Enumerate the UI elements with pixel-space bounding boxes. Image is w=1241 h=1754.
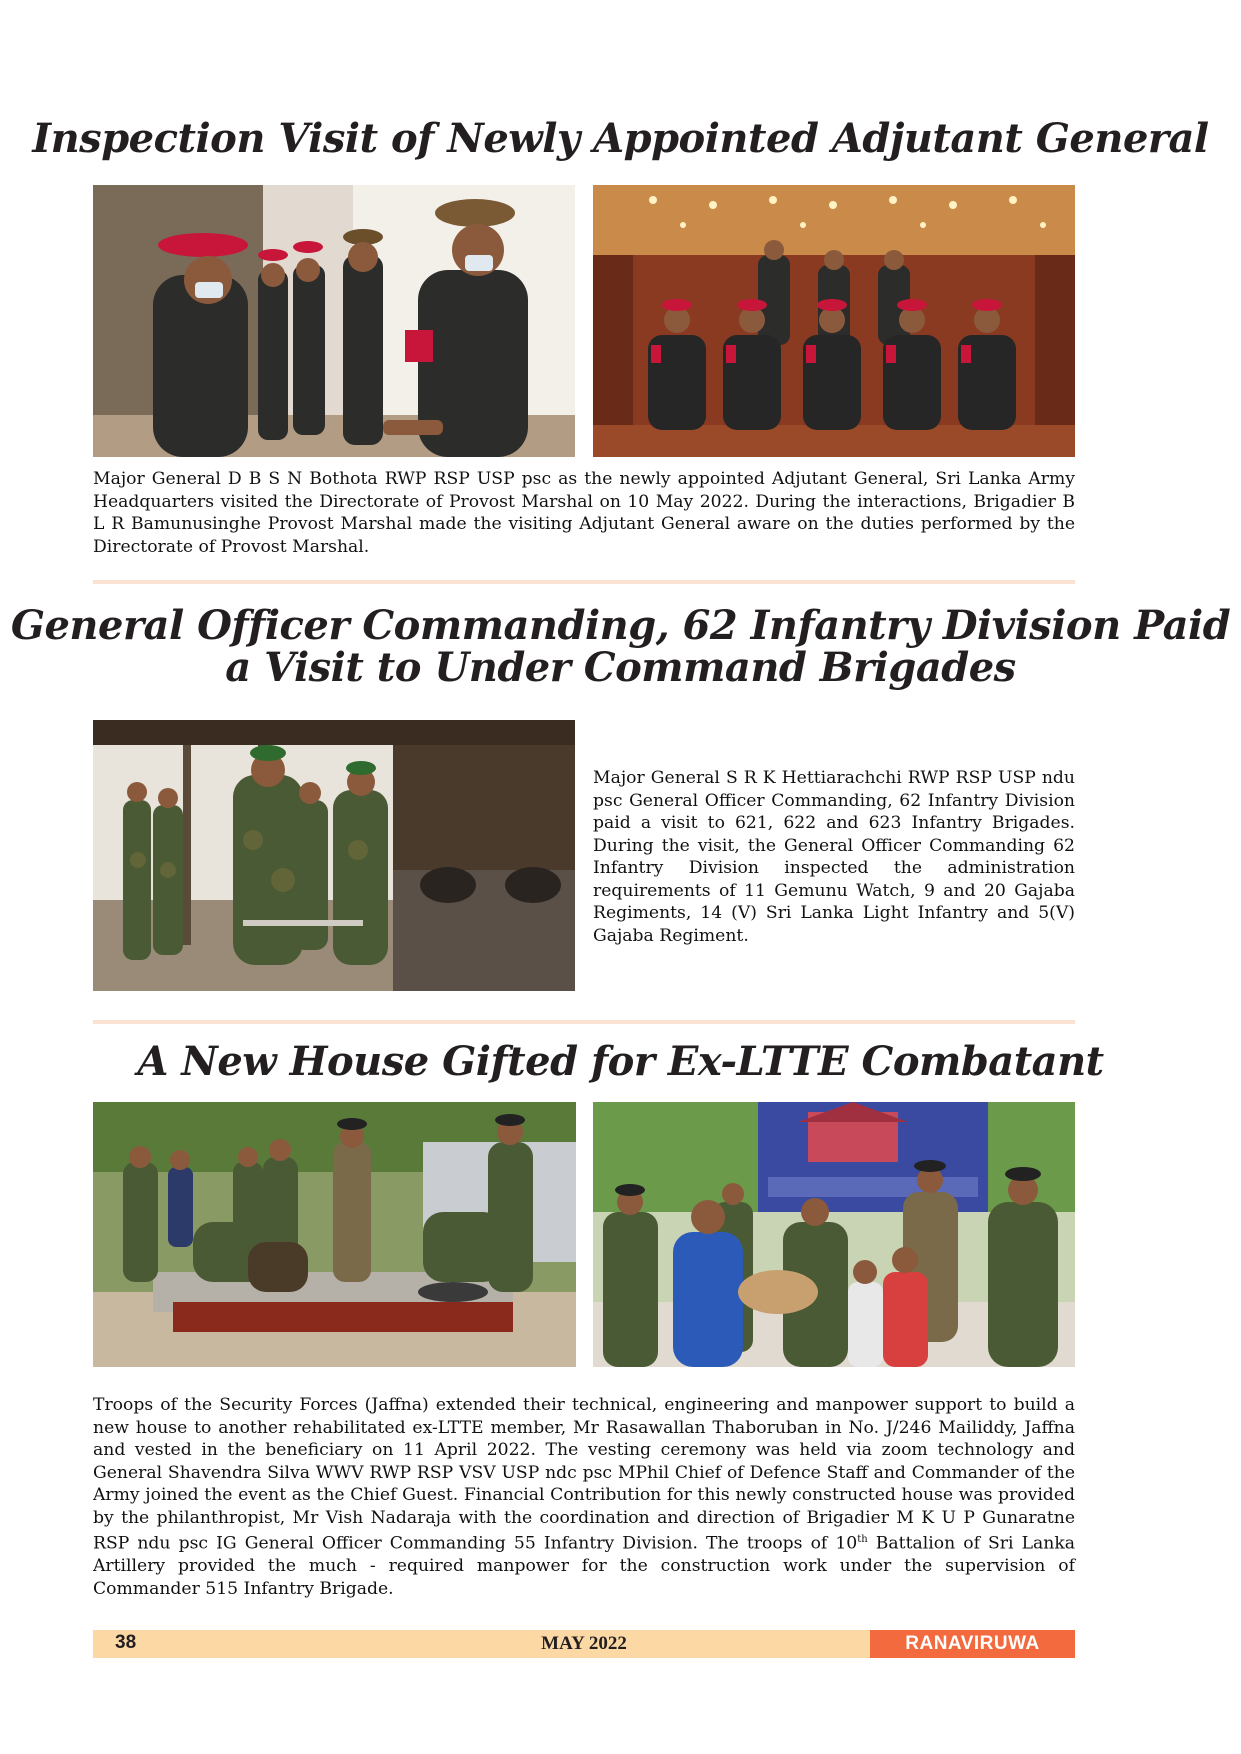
page-number: 38 [115, 1632, 137, 1653]
photo-house-construction [93, 1102, 576, 1367]
photo-house-handover [593, 1102, 1075, 1367]
article1-body: Major General D B S N Bothota RWP RSP USP psc as the newly appointed Adjutant General, Sri Lanka Army Headquarters visited the Directorate of Provost Marshal on 10 May 2022. During the interactions, Brigadier B L R Bamunusinghe Provost Marshal made the visiting Adjutant General aware on the duties performed by the Directorate of Provost Marshal. [93, 469, 1075, 557]
article3-title: A New House Gifted for Ex-LTTE Combatant [137, 1038, 1104, 1085]
issue-date: MAY 2022 [541, 1633, 627, 1654]
photo-group-seated [593, 185, 1075, 457]
photo-gov-visit [93, 720, 575, 991]
article3-body [93, 1394, 1075, 1600]
article2-title-line1: General Officer Commanding, 62 Infantry Division Paid [10, 602, 1231, 649]
article1-title: Inspection Visit of Newly Appointed Adjutant General [32, 115, 1209, 162]
photo-handshake [93, 185, 575, 457]
article3-body-part1: Troops of the Security Forces (Jaffna) extended their technical, engineering and manpower support to build a new house to another rehabilitated ex-LTTE member, Mr Rasawallan Thaboruban in No. J/246 Mailiddy, Jaffna and vested in the beneficiary on 11 April 2022. The vesting ceremony was held via zoom technology and General Shavendra Silva WWV RWP RSP VSV USP ndc psc MPhil Chief of Defence Staff and Commander of the Army joined the event as the Chief Guest. Financial Contribution for this newly constructed house was provided by the philanthropist, Mr Vish Nadaraja with the coordination and direction of Brigadier M K U P Gunaratne RSP ndu psc IG General Officer Commanding 55 Infantry Division. The troops of 10 [93, 1395, 1075, 1554]
section-divider [93, 1020, 1075, 1024]
ordinal-suffix: th [857, 1534, 868, 1545]
article3-body-part2: Battalion of Sri Lanka Artillery provided the much - required manpower for the construction work under the supervision of Commander 515 Infantry Brigade. [93, 1533, 1075, 1599]
article2-body: Major General S R K Hettiarachchi RWP RSP USP ndu psc General Officer Commanding, 62 Infantry Division paid a visit to 621, 622 and 623 Infantry Brigades. During the visit, the General Officer Commanding 62 Infantry Division inspected the administration requirements of 11 Gemunu Watch, 9 and 20 Gajaba Regiments, 14 (V) Sri Lanka Light Infantry and 5(V) Gajaba Regiment. [593, 768, 1075, 946]
page-footer [93, 1630, 1075, 1658]
magazine-brand: RANAVIRUWA [870, 1630, 1075, 1658]
section-divider [93, 580, 1075, 584]
article2-title-line2: a Visit to Under Command Brigades [225, 644, 1016, 691]
article2-title [0, 602, 1241, 691]
